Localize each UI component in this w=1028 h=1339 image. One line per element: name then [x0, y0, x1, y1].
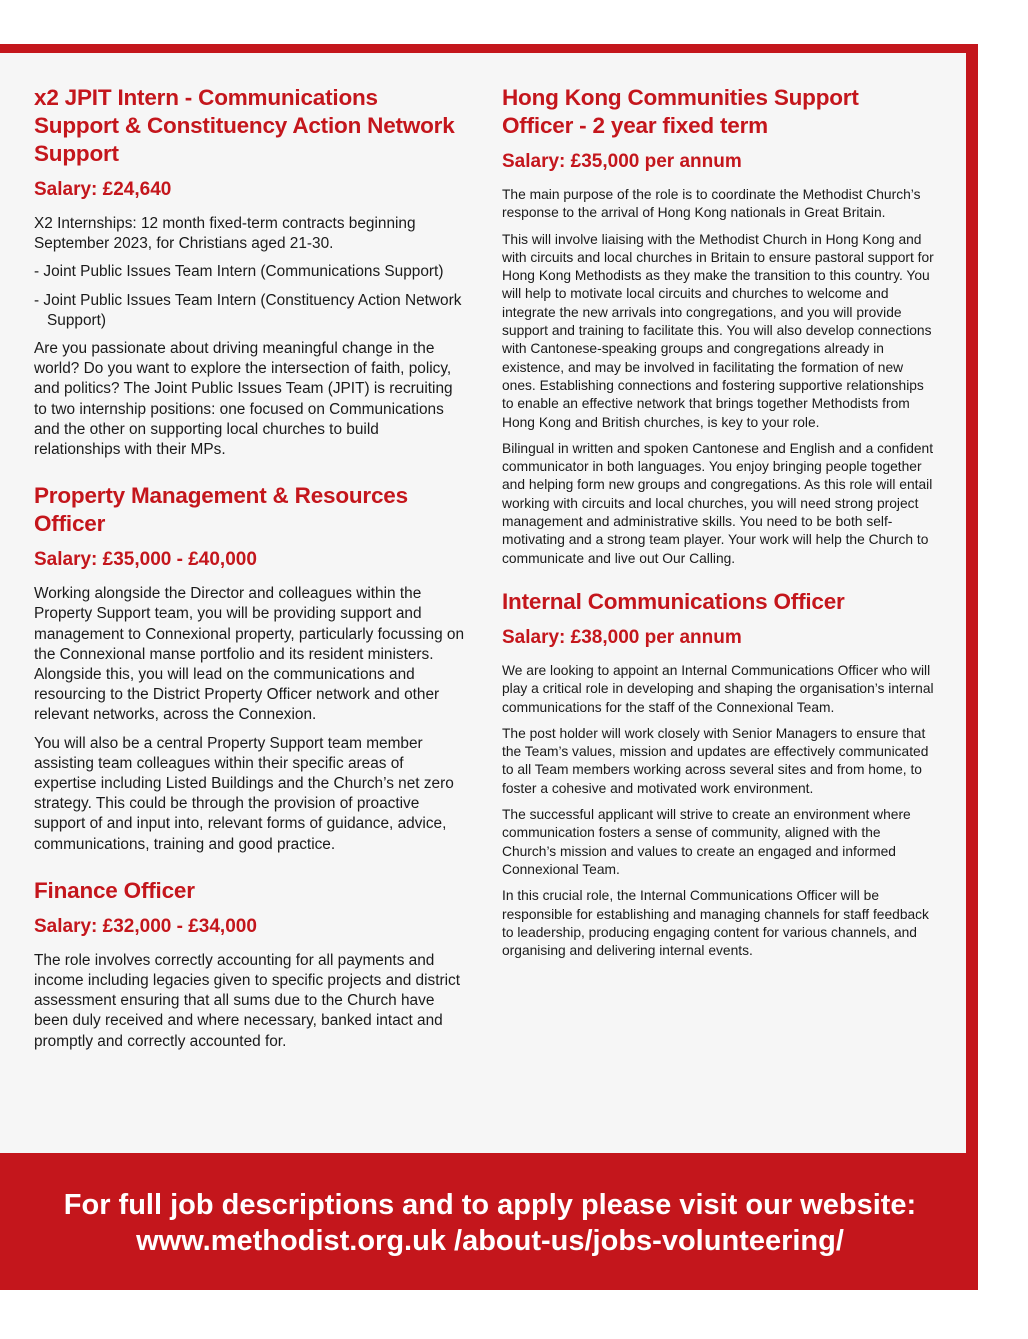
- job-description: The post holder will work closely with Senior Managers to ensure that the Team’s values, mission and updates are effectively communicated to all Team members working across several sites and from home, to foster a cohesive and motivated work environment.: [502, 725, 929, 796]
- left-column: [34, 84, 466, 1060]
- job-hong-kong-officer: [502, 84, 934, 568]
- right-column: [502, 84, 934, 968]
- job-bullet-list: [34, 262, 466, 331]
- job-title: x2 JPIT Intern - Communications Support & Constituency Action Network Support: [34, 85, 455, 166]
- job-description: Are you passionate about driving meaningful change in the world? Do you want to explore the intersection of faith, policy, and politics? The Joint Public Issues Team (JPIT) is recruiting to two internship positions: one focused on Communications and the other on supporting local churches to build relationships with their MPs.: [34, 340, 453, 459]
- job-salary: Salary: £38,000 per annum: [502, 626, 742, 648]
- job-finance-officer: [34, 877, 466, 1052]
- job-description: The main purpose of the role is to coordinate the Methodist Church’s response to the arrival of Hong Kong nationals in Great Britain.: [502, 187, 921, 221]
- job-salary: Salary: £24,640: [34, 179, 172, 200]
- job-title: Internal Communications Officer: [502, 588, 845, 614]
- job-description: We are looking to appoint an Internal Communications Officer who will play a critical role in developing and shaping the organisation’s internal communications for the staff of the Connexional Team.: [502, 662, 934, 715]
- job-intro: X2 Internships: 12 month fixed-term contracts beginning September 2023, for Christians aged 21-30.: [34, 215, 416, 253]
- job-description: This will involve liaising with the Methodist Church in Hong Kong and with circuits and local churches in Britain to ensure pastoral support for Hong Kong Methodists as they make the transition to this country. You will help to motivate local circuits and churches to welcome and integrate the new arrivals into congregations, and you will provide support and training to facilitate this. You will also develop connections with Cantonese-speaking groups and congregations already in existence, and may be involved in facilitating the formation of new ones. Establishing connections and fostering supportive relationships to enable an effective network that brings together Methodists from Hong Kong and British churches, is key to your role.: [502, 231, 934, 430]
- job-jpit-intern: [34, 84, 466, 460]
- job-description: Bilingual in written and spoken Cantonese and English and a confident communicator in both languages. You enjoy bringing people together and helping form new groups and congregations. As this role will entail working with circuits and local churches, you will need strong project management and administrative skills. You need to be both self-motivating and a strong team player. Your work will help the Church to communicate and live out Our Calling.: [502, 440, 934, 566]
- job-description: Working alongside the Director and colleagues within the Property Support team, you will be providing support and management to Connexional property, particularly focussing on the Connexional manse portfolio and its resident ministers. Alongside this, you will lead on the communications and resourcing to the District Property Officer network and other relevant networks, across the Connexion.: [34, 585, 465, 724]
- job-internal-comms-officer: [502, 588, 934, 960]
- job-description: The role involves correctly accounting for all payments and income including legacies given to specific projects and district assessment ensuring that all sums due to the Church have been duly received and where necessary, banked intact and promptly and correctly accounted for.: [34, 951, 461, 1050]
- job-description: You will also be a central Property Support team member assisting team colleagues within their specific areas of expertise including Listed Buildings and the Church’s net zero strategy. This could be through the provision of proactive support of and input into, relevant forms of guidance, advice, communications, training and good practice.: [34, 734, 454, 853]
- job-title: Property Management & Resources Officer: [34, 483, 408, 537]
- job-property-officer: [34, 482, 466, 855]
- job-description: In this crucial role, the Internal Communications Officer will be responsible for establishing and managing channels for staff feedback to leadership, producing engaging content for various channels, and organising and delivering internal events.: [502, 888, 929, 959]
- job-description: The successful applicant will strive to create an environment where communication fosters a sense of community, aligned with the Church’s mission and values to create an engaged and informed Connexional Team.: [502, 807, 911, 877]
- footer-text: For full job descriptions and to apply please visit our website:: [63, 1188, 917, 1221]
- job-salary: Salary: £32,000 - £34,000: [34, 915, 257, 937]
- job-salary: Salary: £35,000 - £40,000: [34, 549, 257, 571]
- job-title: Hong Kong Communities Support Officer - 2 year fixed term: [502, 85, 859, 138]
- website-link[interactable]: www.methodist.org.uk /about-us/jobs-volunteering/: [136, 1224, 844, 1257]
- list-item: - Joint Public Issues Team Intern (Communications Support): [34, 263, 444, 281]
- list-item: - Joint Public Issues Team Intern (Constituency Action Network Support): [34, 291, 462, 329]
- job-salary: Salary: £35,000 per annum: [502, 151, 742, 172]
- job-title: Finance Officer: [34, 877, 195, 903]
- footer-banner: [2, 1155, 978, 1290]
